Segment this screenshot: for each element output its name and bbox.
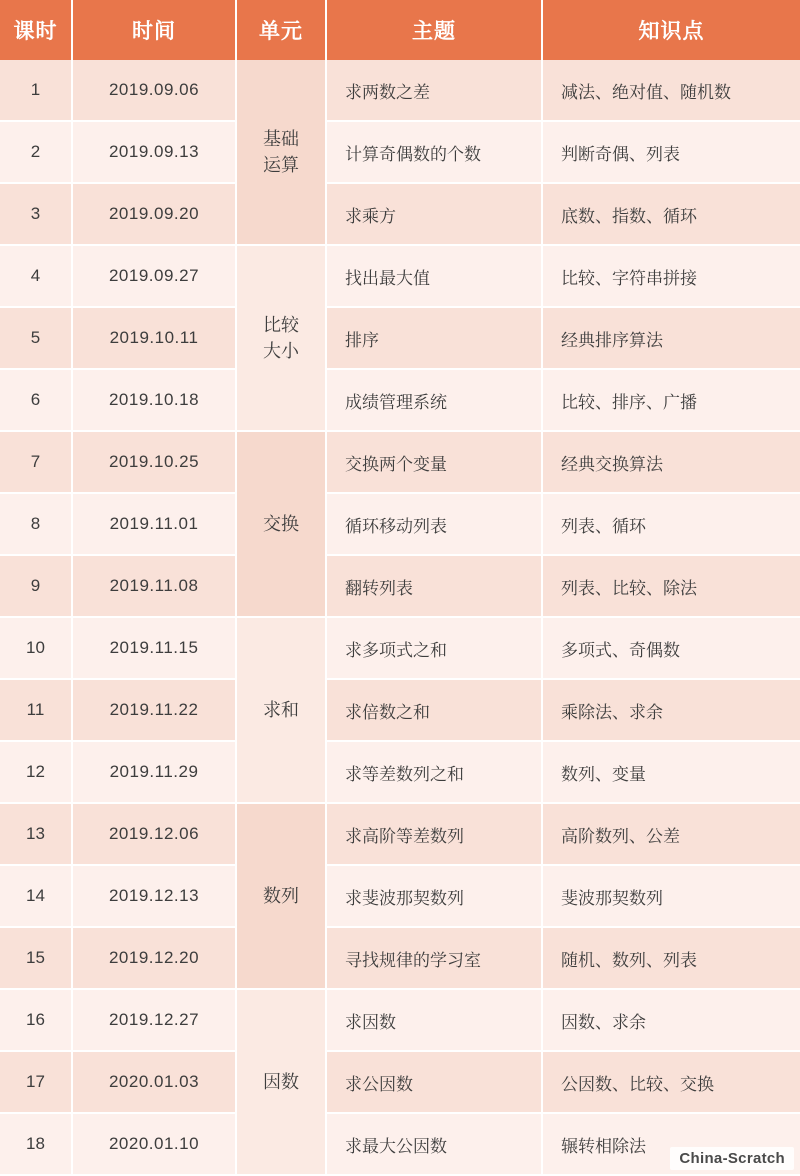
cell-points: 比较、字符串拼接 xyxy=(542,245,800,307)
cell-topic: 求公因数 xyxy=(326,1051,542,1113)
cell-points: 乘除法、求余 xyxy=(542,679,800,741)
cell-points: 随机、数列、列表 xyxy=(542,927,800,989)
cell-unit: 基础 运算 xyxy=(236,60,326,245)
cell-unit: 因数 xyxy=(236,989,326,1175)
cell-points: 数列、变量 xyxy=(542,741,800,803)
cell-points: 减法、绝对值、随机数 xyxy=(542,60,800,121)
cell-lesson: 1 xyxy=(0,60,72,121)
table-row xyxy=(0,307,800,369)
cell-lesson: 4 xyxy=(0,245,72,307)
cell-topic: 求倍数之和 xyxy=(326,679,542,741)
cell-points: 因数、求余 xyxy=(542,989,800,1051)
column-header-topic: 主题 xyxy=(326,0,542,60)
cell-date: 2020.01.03 xyxy=(72,1051,236,1113)
cell-lesson: 16 xyxy=(0,989,72,1051)
cell-date: 2019.11.29 xyxy=(72,741,236,803)
cell-date: 2019.09.06 xyxy=(72,60,236,121)
table-row xyxy=(0,679,800,741)
cell-unit: 数列 xyxy=(236,803,326,989)
column-header-date: 时间 xyxy=(72,0,236,60)
table-row xyxy=(0,245,800,307)
table-row xyxy=(0,555,800,617)
table-row xyxy=(0,865,800,927)
table-body xyxy=(0,60,800,1175)
cell-lesson: 12 xyxy=(0,741,72,803)
table-row xyxy=(0,617,800,679)
cell-points: 比较、排序、广播 xyxy=(542,369,800,431)
cell-date: 2019.11.15 xyxy=(72,617,236,679)
cell-topic: 排序 xyxy=(326,307,542,369)
cell-points: 多项式、奇偶数 xyxy=(542,617,800,679)
cell-points: 判断奇偶、列表 xyxy=(542,121,800,183)
table-row xyxy=(0,927,800,989)
table-row xyxy=(0,121,800,183)
cell-unit: 求和 xyxy=(236,617,326,803)
table-row xyxy=(0,431,800,493)
cell-topic: 成绩管理系统 xyxy=(326,369,542,431)
cell-lesson: 11 xyxy=(0,679,72,741)
cell-topic: 求高阶等差数列 xyxy=(326,803,542,865)
cell-topic: 求乘方 xyxy=(326,183,542,245)
table-row xyxy=(0,1051,800,1113)
table-row xyxy=(0,60,800,121)
cell-points: 公因数、比较、交换 xyxy=(542,1051,800,1113)
cell-date: 2020.01.10 xyxy=(72,1113,236,1175)
cell-topic: 计算奇偶数的个数 xyxy=(326,121,542,183)
table-row xyxy=(0,493,800,555)
cell-date: 2019.12.06 xyxy=(72,803,236,865)
cell-date: 2019.10.18 xyxy=(72,369,236,431)
cell-topic: 交换两个变量 xyxy=(326,431,542,493)
cell-lesson: 7 xyxy=(0,431,72,493)
cell-lesson: 2 xyxy=(0,121,72,183)
table-row xyxy=(0,803,800,865)
table-row xyxy=(0,741,800,803)
cell-date: 2019.10.11 xyxy=(72,307,236,369)
cell-lesson: 15 xyxy=(0,927,72,989)
cell-lesson: 13 xyxy=(0,803,72,865)
cell-topic: 求两数之差 xyxy=(326,60,542,121)
cell-unit: 交换 xyxy=(236,431,326,617)
table-row xyxy=(0,183,800,245)
cell-date: 2019.12.13 xyxy=(72,865,236,927)
cell-lesson: 3 xyxy=(0,183,72,245)
cell-unit: 比较 大小 xyxy=(236,245,326,431)
cell-points: 列表、循环 xyxy=(542,493,800,555)
cell-topic: 求斐波那契数列 xyxy=(326,865,542,927)
cell-topic: 求多项式之和 xyxy=(326,617,542,679)
cell-topic: 求因数 xyxy=(326,989,542,1051)
cell-lesson: 17 xyxy=(0,1051,72,1113)
cell-topic: 循环移动列表 xyxy=(326,493,542,555)
cell-date: 2019.09.27 xyxy=(72,245,236,307)
cell-date: 2019.09.13 xyxy=(72,121,236,183)
watermark-label: China-Scratch xyxy=(670,1147,794,1170)
cell-date: 2019.11.22 xyxy=(72,679,236,741)
cell-lesson: 9 xyxy=(0,555,72,617)
cell-topic: 求最大公因数 xyxy=(326,1113,542,1175)
cell-lesson: 18 xyxy=(0,1113,72,1175)
cell-topic: 翻转列表 xyxy=(326,555,542,617)
cell-date: 2019.10.25 xyxy=(72,431,236,493)
cell-lesson: 6 xyxy=(0,369,72,431)
table-row xyxy=(0,369,800,431)
cell-topic: 寻找规律的学习室 xyxy=(326,927,542,989)
table-header xyxy=(0,0,800,60)
cell-date: 2019.09.20 xyxy=(72,183,236,245)
cell-topic: 找出最大值 xyxy=(326,245,542,307)
cell-date: 2019.12.20 xyxy=(72,927,236,989)
cell-points: 经典排序算法 xyxy=(542,307,800,369)
cell-lesson: 5 xyxy=(0,307,72,369)
cell-lesson: 10 xyxy=(0,617,72,679)
cell-lesson: 14 xyxy=(0,865,72,927)
cell-points: 斐波那契数列 xyxy=(542,865,800,927)
cell-points: 列表、比较、除法 xyxy=(542,555,800,617)
cell-date: 2019.11.01 xyxy=(72,493,236,555)
header-row xyxy=(0,0,800,60)
column-header-unit: 单元 xyxy=(236,0,326,60)
cell-points: 高阶数列、公差 xyxy=(542,803,800,865)
column-header-lesson: 课时 xyxy=(0,0,72,60)
cell-date: 2019.11.08 xyxy=(72,555,236,617)
cell-date: 2019.12.27 xyxy=(72,989,236,1051)
cell-points: 辗转相除法 xyxy=(542,1113,800,1175)
cell-points: 经典交换算法 xyxy=(542,431,800,493)
column-header-points: 知识点 xyxy=(542,0,800,60)
table-row xyxy=(0,989,800,1051)
cell-topic: 求等差数列之和 xyxy=(326,741,542,803)
cell-lesson: 8 xyxy=(0,493,72,555)
cell-points: 底数、指数、循环 xyxy=(542,183,800,245)
